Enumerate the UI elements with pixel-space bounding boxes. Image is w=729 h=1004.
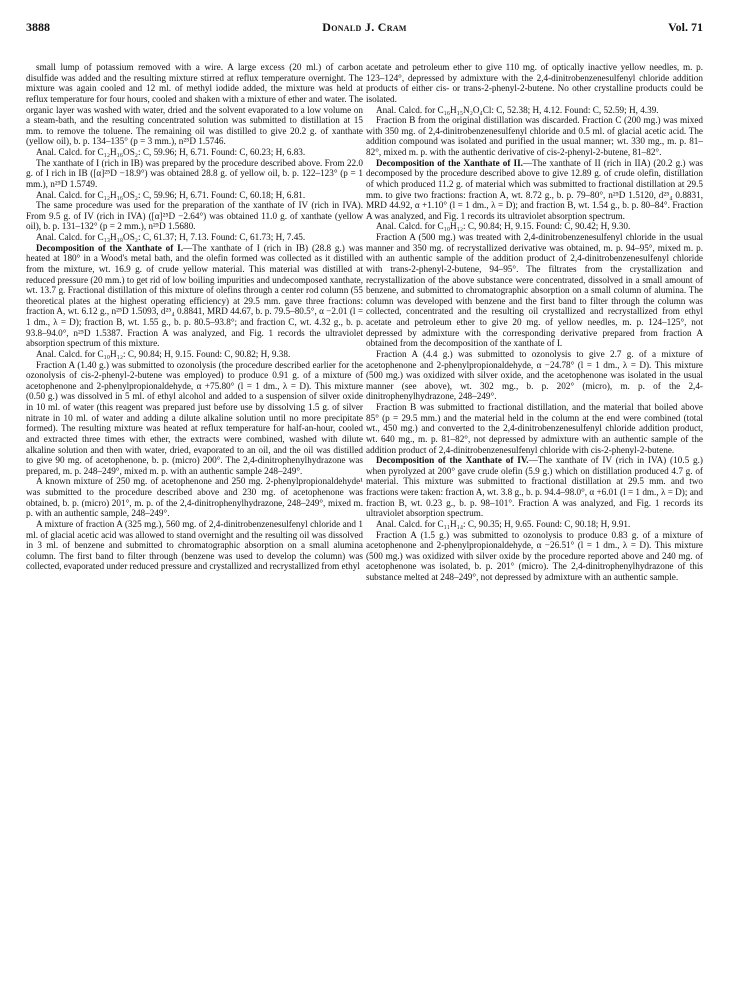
paragraph-text: —The xanthate of IV (rich in IVA) (10.5 g.) when pyrolyzed at 200° gave crude olefin (5.9 g.) which on distillation produced 4.7 g. of material. This mixture was submitted to fractional distillation at 29.5 mm. and two fractions were taken: fraction A, wt. 3.8 g., b. p. 94.4–98.0°, α +6.01 (l = 1 dm., λ = D); and fraction B, wt. 0.23 g., b. p. 98–101°. Fraction A was analyzed, and Fig. 1 records its ultraviolet absorption spectrum.: [366, 455, 703, 519]
page-number: 3888: [26, 20, 50, 34]
paragraph-text: A mixture of fraction A (325 mg.), 560 mg. of 2,4-dinitrobenzenesulfenyl chloride and 1 ml. of glacial acetic acid was allowed to stand overnight and the resulting oil was dissolved in 3 ml. of benzene and submitted to chromatographic absorption on a small alumina column. The first band to filter through (benzene was used to develop the column) was collected, evaporated under reduced pressure and crystallized and recrystallized from ethyl: [26, 518, 363, 572]
section-heading: Decomposition of the Xanthate of II.: [376, 157, 523, 168]
paragraph: [26, 232, 363, 243]
paragraph-text: Anal. Calcd. for C₁₂H₁₆OS₂: C, 59.96; H, 6.71. Found: C, 60.23; H, 6.83.: [36, 147, 306, 157]
left-column: [26, 62, 363, 572]
paragraph-text: Anal. Calcd. for C₁₀H₁₂: C, 90.84; H, 9.15. Found: C, 90.82; H, 9.38.: [36, 348, 291, 359]
paragraph-text: —The xanthate of II (rich in IIA) (20.2 g.) was decomposed by the procedure described above to give 12.89 g. of crude olefin, distillation of which produced 11.2 g. of material which was submitted to fractional distillation at 29.5 mm. to give two fractions: fraction A, wt. 8.72 g., b. p. 79–80°, n²⁵D 1.5120, d²⁵₄ 0.8831, MRD 44.92, α +1.10° (l = 1 dm., λ = D); and fraction B, wt. 1.54 g., b. p. 80–84°. Fraction A was analyzed, and Fig. 1 records its ultraviolet absorption spectrum.: [366, 157, 703, 221]
paragraph-text: A known mixture of 250 mg. of acetophenone and 250 mg. 2-phenylpropionaldehyde¹ was submitted to the procedure described above and 230 mg. of acetophenone was obtained, b. p. (micro) 201°, m. p. of the 2,4-dinitrophenylhydrazone, 248–249°, mixed m. p. with an authentic sample, 248–249°.: [26, 476, 363, 519]
paragraph-text: The same procedure was used for the preparation of the xanthate of IV (rich in IVA). From 9.5 g. of IV (rich in IVA) ([α]²⁵D −2.64°) was obtained 11.0 g. of xanthate (yellow oil), b. p. 131–132° (p = 2 mm.), n²⁵D 1.5680.: [26, 200, 363, 232]
paragraph: [26, 519, 363, 572]
paragraph-text: Anal. Calcd. for C₁₂H₁₆OS₂: C, 59.96; H, 6.71. Found: C, 60.18; H, 6.81.: [36, 189, 306, 200]
paragraph: [26, 147, 363, 158]
paragraph-text: Fraction A (500 mg.) was treated with 2,4-dinitrobenzenesulfenyl chloride in the usual manner and 350 mg. of recrystallized derivative was obtained, m. p. 94–95°, mixed m. p. with an authentic sample of the addition product of 2,4-dinitrobenzenesulfenyl chloride with trans-2-phenyl-2-butene, 94–95°. The filtrates from the crystallization and recrystallization of the above substance were concentrated, dissolved in a small amount of benzene, and submitted to chromatographic absorption on a small column of alumina. The column was developed with benzene and the first band to filter through the column was collected, concentrated and the resulting oil crystallized and recrystallized from ethyl acetate and petroleum ether to give 20 mg. of yellow needles, m. p. 124–125°, not depressed by admixture with the corresponding derivative prepared from fraction A obtained from the decomposition of the xanthate of I.: [366, 232, 703, 349]
paragraph: [366, 455, 703, 519]
paragraph-text: Fraction A (4.4 g.) was submitted to ozonolysis to give 2.7 g. of a mixture of acetophenone and 2-phenylpropionaldehyde, α −24.78° (l = 1 dm., λ = D). This mixture (500 mg.) was oxidized with silver oxide, and the acetophenone was isolated in the usual manner (see above), wt. 302 mg., b. p. 202° (micro), m. p. of the 2,4-dinitrophenylhydrazone, 248–249°.: [366, 348, 703, 402]
paragraph-text: acetate and petroleum ether to give 110 mg. of optically inactive yellow needles, m. p. 123–124°, depressed by admixture with the 2,4-dinitrobenzenesulfenyl chloride addition products of either cis- or trans-2-phenyl-2-butene. No other crystalline products could be isolated.: [366, 62, 703, 104]
paragraph-text: small lump of potassium removed with a wire. A large excess (20 ml.) of carbon disulfide was added and the resulting mixture stirred at reflux temperature overnight. The mixture was again cooled and 12 ml. of methyl iodide added, the mixture was held at reflux temperature for four hours, cooled and shaken with a mixture of ether and water. The organic layer was washed with water, dried and the solvent evaporated to a low volume on a steam-bath, and the resulting concentrated solution was submitted to distillation at 15 mm. to remove the toluene. The remaining oil was distilled to give 20.2 g. of xanthate (yellow oil), b. p. 134–135° (p = 3 mm.), n²⁵D 1.5746.: [26, 62, 363, 147]
paragraph: [366, 519, 703, 530]
paragraph: [366, 158, 703, 222]
paragraph-text: Anal. Calcd. for C₁₃H₁₈OS₂: C, 61.37; H, 7.13. Found: C, 61.73; H, 7.45.: [36, 232, 306, 242]
right-column: [366, 62, 703, 583]
paragraph: [366, 62, 703, 105]
paragraph: [26, 200, 363, 232]
paragraph-text: Fraction A (1.5 g.) was submitted to ozonolysis to produce 0.83 g. of a mixture of acetophenone and 2-phenylpropionaldehyde, α −26.51° (l = 1 dm., λ = D). This mixture (500 mg.) was oxidized with silver oxide by the procedure reported above and 240 mg. of acetophenone was isolated, b. p. 201° (micro). The 2,4-dinitrophenylhydrazone of this substance melted at 248–249°, not depressed by admixture with an authentic sample.: [366, 529, 703, 582]
paragraph-text: Fraction B from the original distillation was discarded. Fraction C (200 mg.) was mixed with 350 mg. of 2,4-dinitrobenzenesulfenyl chloride and 0.5 ml. of glacial acetic acid. The addition compound was isolated and purified in the usual manner; wt. 330 mg., m. p. 81–82°, mixed m. p. with the authentic derivative of cis-2-phenyl-2-butene, 81–82°.: [366, 115, 703, 157]
section-heading: Decomposition of the Xanthate of IV.: [376, 455, 529, 466]
paragraph-text: —The xanthate of I (rich in IB) (28.8 g.) was heated at 180° in a Wood's metal bath, and the olefin formed was collected as it distilled from the mixture, wt. 16.9 g. of crude yellow material. This material was distilled at reduced pressure (20 mm.) to get rid of low boiling impurities and undecomposed xanthate, wt. 13.7 g. Fractional distillation of this mixture of olefins through a center rod column (55 theoretical plates at the highest operating efficiency) at 29.5 mm. gave three fractions: fraction A, wt. 6.12 g., n²⁵D 1.5093, d²⁵₄ 0.8841, MRD 44.67, b. p. 79.5–80.5°, α −2.01 (l = 1 dm., λ = D); fraction B, wt. 1.55 g., b. p. 80.5–93.8°; and fraction C, wt. 4.32 g., b. p. 93.8–94.0°, n²⁵D 1.5387. Fraction A was analyzed, and Fig. 1 records the ultraviolet absorption spectrum of this mixture.: [26, 242, 363, 349]
paragraph: [26, 360, 363, 477]
paragraph: [366, 232, 703, 349]
running-header: [26, 20, 703, 38]
paragraph: [366, 105, 703, 116]
running-author: Donald J. Cram: [322, 20, 407, 34]
paragraph: [366, 402, 703, 455]
paragraph: [26, 349, 363, 360]
paragraph: [26, 158, 363, 190]
paragraph: [366, 349, 703, 402]
volume-label: Vol. 71: [668, 20, 703, 34]
paragraph-text: Fraction B was submitted to fractional distillation, and the material that boiled above 85° (p = 29.5 mm.) and the material held in the column at the end were combined (total wt., 450 mg.) and converted to the 2,4-dinitrobenzenesulfenyl chloride addition product, wt. 640 mg., m. p. 81–82°, not depressed by admixture with an authentic sample of the addition product of 2,4-dinitrobenzenesulfenyl chloride with cis-2-phenyl-2-butene.: [366, 402, 703, 455]
paragraph-text: The xanthate of I (rich in IB) was prepared by the procedure described above. From 22.0 g. of I rich in IB ([α]²⁵D −18.9°) was obtained 28.8 g. of yellow oil, b. p. 122–123° (p = 1 mm.), n²⁵D 1.5749.: [26, 157, 363, 189]
paragraph-text: Fraction A (1.40 g.) was submitted to ozonolysis (the procedure described earlier for the ozonolysis of cis-2-phenyl-2-butene was employed) to produce 0.91 g. of a mixture of acetophenone and 2-phenylpropionaldehyde, α +75.80° (l = 1 dm., λ = D). This mixture (0.50 g.) was dissolved in 5 ml. of ethyl alcohol and added to a suspension of silver oxide in 10 ml. of water (this reagent was prepared just before use by dissolving 1.5 g. of silver nitrate in 10 ml. of water and adding a dilute alkaline solution until no more precipitate formed). The resulting mixture was heated at reflux temperature for half-an-hour, cooled and extracted three times with ether, the extracts were combined, washed with dilute alkaline solution and then with water, dried, evaporated to an oil, and the oil was distilled to give 90 mg. of acetophenone, b. p. (micro) 200°. The 2,4-dinitrophenylhydrazone was prepared, m. p. 248–249°, mixed m. p. with an authentic sample 248–249°.: [26, 359, 363, 476]
paragraph: [366, 115, 703, 158]
paragraph-text: Anal. Calcd. for C₁₆H₁₅N₂O₄Cl: C, 52.38; H, 4.12. Found: C, 52.59; H, 4.39.: [376, 104, 659, 115]
paragraph: [26, 62, 363, 147]
paragraph-text: Anal. Calcd. for C₁₀H₁₂: C, 90.84; H, 9.15. Found: C, 90.42; H, 9.30.: [376, 221, 631, 232]
paragraph: [26, 243, 363, 349]
paragraph: [366, 530, 703, 583]
section-heading: Decomposition of the Xanthate of I.: [36, 242, 184, 253]
paragraph: [366, 221, 703, 232]
paragraph-text: Anal. Calcd. for C₁₁H₁₄: C, 90.35; H, 9.65. Found: C, 90.18; H, 9.91.: [376, 518, 631, 529]
paragraph: [26, 190, 363, 201]
paragraph: [26, 476, 363, 519]
